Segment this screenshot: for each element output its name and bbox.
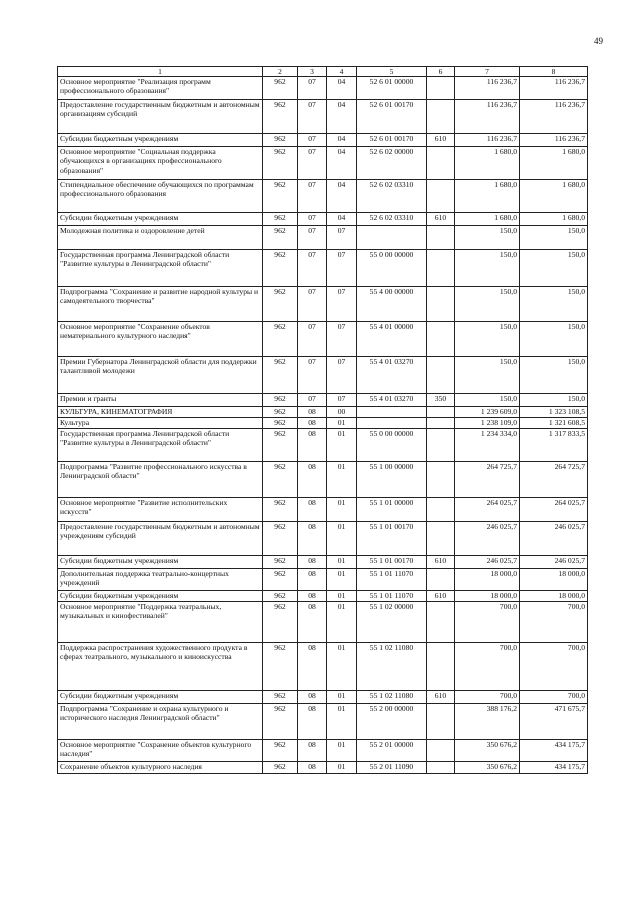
cell-kind xyxy=(427,180,455,213)
cell-sum-1: 1 234 334,0 xyxy=(455,429,520,462)
cell-name: Дополнительная поддержка театрально-концертных учреждений xyxy=(58,569,263,591)
cell-sum-1: 388 176,2 xyxy=(455,704,520,740)
cell-sum-2: 150,0 xyxy=(520,226,588,250)
cell-admin: 962 xyxy=(263,322,298,357)
cell-sum-2: 1 323 108,5 xyxy=(520,407,588,418)
cell-target: 52 6 01 00170 xyxy=(357,134,427,147)
cell-target: 52 6 02 03310 xyxy=(357,180,427,213)
cell-subsection: 01 xyxy=(327,429,357,462)
cell-subsection: 04 xyxy=(327,77,357,100)
cell-sum-1: 700,0 xyxy=(455,691,520,704)
cell-admin: 962 xyxy=(263,394,298,407)
cell-target xyxy=(357,418,427,429)
cell-sum-2: 150,0 xyxy=(520,322,588,357)
cell-kind xyxy=(427,429,455,462)
table-row xyxy=(58,556,588,569)
cell-kind xyxy=(427,704,455,740)
cell-admin: 962 xyxy=(263,418,298,429)
cell-name: Субсидии бюджетным учреждениям xyxy=(58,134,263,147)
cell-target: 52 6 02 03310 xyxy=(357,213,427,226)
column-header: 5 xyxy=(357,67,427,77)
cell-subsection: 04 xyxy=(327,100,357,134)
table-row xyxy=(58,250,588,287)
page-number: 49 xyxy=(594,36,603,46)
cell-sum-1: 1 239 609,0 xyxy=(455,407,520,418)
cell-sum-2: 18 000,0 xyxy=(520,591,588,602)
table-row xyxy=(58,147,588,180)
cell-subsection: 01 xyxy=(327,418,357,429)
cell-admin: 962 xyxy=(263,250,298,287)
cell-admin: 962 xyxy=(263,407,298,418)
cell-sum-1: 150,0 xyxy=(455,250,520,287)
cell-sum-2: 1 680,0 xyxy=(520,180,588,213)
table-row xyxy=(58,213,588,226)
cell-section: 08 xyxy=(298,498,327,522)
cell-name: Основное мероприятие "Развитие исполнительских искусств" xyxy=(58,498,263,522)
cell-subsection: 04 xyxy=(327,180,357,213)
cell-section: 07 xyxy=(298,213,327,226)
cell-section: 08 xyxy=(298,556,327,569)
cell-section: 07 xyxy=(298,357,327,394)
cell-sum-1: 150,0 xyxy=(455,394,520,407)
cell-subsection: 01 xyxy=(327,462,357,498)
cell-kind xyxy=(427,226,455,250)
cell-subsection: 01 xyxy=(327,691,357,704)
cell-admin: 962 xyxy=(263,134,298,147)
cell-section: 08 xyxy=(298,704,327,740)
table-row xyxy=(58,498,588,522)
cell-subsection: 07 xyxy=(327,322,357,357)
cell-target: 55 2 01 00000 xyxy=(357,740,427,762)
cell-subsection: 01 xyxy=(327,498,357,522)
cell-subsection: 04 xyxy=(327,213,357,226)
cell-kind xyxy=(427,762,455,774)
cell-subsection: 01 xyxy=(327,740,357,762)
cell-subsection: 00 xyxy=(327,407,357,418)
cell-subsection: 07 xyxy=(327,250,357,287)
cell-section: 08 xyxy=(298,407,327,418)
cell-sum-1: 116 236,7 xyxy=(455,134,520,147)
cell-sum-1: 18 000,0 xyxy=(455,569,520,591)
cell-admin: 962 xyxy=(263,180,298,213)
cell-section: 08 xyxy=(298,462,327,498)
cell-kind: 350 xyxy=(427,394,455,407)
cell-admin: 962 xyxy=(263,462,298,498)
cell-target: 55 2 01 11090 xyxy=(357,762,427,774)
cell-admin: 962 xyxy=(263,226,298,250)
table-row xyxy=(58,407,588,418)
cell-name: Молодежная политика и оздоровление детей xyxy=(58,226,263,250)
cell-name: Предоставление государственным бюджетным и автономным организациям субсидий xyxy=(58,100,263,134)
cell-sum-2: 116 236,7 xyxy=(520,134,588,147)
cell-sum-1: 1 680,0 xyxy=(455,180,520,213)
cell-name: Сохранение объектов культурного наследия xyxy=(58,762,263,774)
cell-name: Предоставление государственным бюджетным и автономным учреждениям субсидий xyxy=(58,522,263,556)
cell-section: 07 xyxy=(298,147,327,180)
cell-kind xyxy=(427,100,455,134)
table-row xyxy=(58,287,588,322)
budget-table xyxy=(57,66,588,774)
cell-section: 07 xyxy=(298,134,327,147)
cell-section: 08 xyxy=(298,569,327,591)
cell-sum-1: 150,0 xyxy=(455,226,520,250)
cell-kind xyxy=(427,357,455,394)
cell-target xyxy=(357,226,427,250)
table-row xyxy=(58,762,588,774)
cell-sum-2: 150,0 xyxy=(520,394,588,407)
cell-sum-2: 700,0 xyxy=(520,602,588,643)
cell-admin: 962 xyxy=(263,213,298,226)
cell-admin: 962 xyxy=(263,740,298,762)
cell-target: 52 6 02 00000 xyxy=(357,147,427,180)
cell-section: 08 xyxy=(298,643,327,691)
cell-kind xyxy=(427,322,455,357)
cell-target: 55 1 01 00170 xyxy=(357,522,427,556)
cell-admin: 962 xyxy=(263,643,298,691)
cell-sum-2: 1 317 833,5 xyxy=(520,429,588,462)
cell-name: Премии и гранты xyxy=(58,394,263,407)
table-row xyxy=(58,180,588,213)
cell-admin: 962 xyxy=(263,429,298,462)
column-header: 2 xyxy=(263,67,298,77)
cell-admin: 962 xyxy=(263,77,298,100)
cell-target: 55 1 00 00000 xyxy=(357,462,427,498)
column-header: 1 xyxy=(58,67,263,77)
cell-sum-1: 350 676,2 xyxy=(455,740,520,762)
table-row xyxy=(58,704,588,740)
cell-kind xyxy=(427,462,455,498)
cell-sum-2: 434 175,7 xyxy=(520,762,588,774)
table-row xyxy=(58,77,588,100)
cell-name: Подпрограмма "Сохранение и охрана культурного и исторического наследия Ленинградской области" xyxy=(58,704,263,740)
cell-kind xyxy=(427,147,455,180)
cell-sum-1: 1 680,0 xyxy=(455,147,520,180)
table-row xyxy=(58,643,588,691)
cell-name: Подпрограмма "Развитие профессионального искусства в Ленинградской области" xyxy=(58,462,263,498)
cell-name: Основное мероприятие "Сохранение объектов нематериального культурного наследия" xyxy=(58,322,263,357)
cell-sum-2: 246 025,7 xyxy=(520,556,588,569)
cell-subsection: 01 xyxy=(327,569,357,591)
column-header: 3 xyxy=(298,67,327,77)
cell-sum-1: 700,0 xyxy=(455,643,520,691)
cell-subsection: 01 xyxy=(327,602,357,643)
cell-sum-1: 350 676,2 xyxy=(455,762,520,774)
cell-sum-2: 471 675,7 xyxy=(520,704,588,740)
table-row xyxy=(58,418,588,429)
cell-admin: 962 xyxy=(263,591,298,602)
cell-sum-2: 246 025,7 xyxy=(520,522,588,556)
table-row xyxy=(58,522,588,556)
cell-sum-2: 116 236,7 xyxy=(520,77,588,100)
cell-subsection: 01 xyxy=(327,591,357,602)
cell-target: 55 0 00 00000 xyxy=(357,250,427,287)
cell-target: 55 1 01 11070 xyxy=(357,591,427,602)
cell-target: 55 4 01 03270 xyxy=(357,394,427,407)
cell-subsection: 01 xyxy=(327,522,357,556)
cell-sum-2: 700,0 xyxy=(520,691,588,704)
cell-name: Субсидии бюджетным учреждениям xyxy=(58,556,263,569)
cell-section: 08 xyxy=(298,418,327,429)
cell-sum-2: 150,0 xyxy=(520,287,588,322)
cell-section: 07 xyxy=(298,100,327,134)
cell-sum-1: 246 025,7 xyxy=(455,556,520,569)
cell-admin: 962 xyxy=(263,147,298,180)
cell-kind: 610 xyxy=(427,691,455,704)
cell-sum-2: 150,0 xyxy=(520,250,588,287)
cell-section: 08 xyxy=(298,522,327,556)
cell-sum-1: 116 236,7 xyxy=(455,77,520,100)
cell-admin: 962 xyxy=(263,691,298,704)
cell-kind xyxy=(427,522,455,556)
cell-target: 55 1 01 00170 xyxy=(357,556,427,569)
cell-name: Государственная программа Ленинградской области "Развитие культуры в Ленинградской области" xyxy=(58,429,263,462)
table-row xyxy=(58,591,588,602)
cell-target: 55 1 02 00000 xyxy=(357,602,427,643)
cell-sum-2: 116 236,7 xyxy=(520,100,588,134)
cell-name: Субсидии бюджетным учреждениям xyxy=(58,691,263,704)
cell-name: Основное мероприятие "Поддержка театральных, музыкальных и кинофестивалей" xyxy=(58,602,263,643)
cell-name: Основное мероприятие "Социальная поддержка обучающихся в организациях профессионального образования" xyxy=(58,147,263,180)
cell-section: 07 xyxy=(298,287,327,322)
cell-sum-2: 1 680,0 xyxy=(520,213,588,226)
cell-section: 07 xyxy=(298,180,327,213)
column-header: 4 xyxy=(327,67,357,77)
cell-kind xyxy=(427,498,455,522)
cell-kind xyxy=(427,287,455,322)
cell-name: КУЛЬТУРА, КИНЕМАТОГРАФИЯ xyxy=(58,407,263,418)
cell-subsection: 01 xyxy=(327,762,357,774)
cell-admin: 962 xyxy=(263,100,298,134)
cell-sum-2: 18 000,0 xyxy=(520,569,588,591)
cell-target: 55 1 01 11070 xyxy=(357,569,427,591)
cell-name: Субсидии бюджетным учреждениям xyxy=(58,591,263,602)
cell-target xyxy=(357,407,427,418)
cell-sum-2: 1 321 608,5 xyxy=(520,418,588,429)
cell-target: 55 1 01 00000 xyxy=(357,498,427,522)
cell-admin: 962 xyxy=(263,704,298,740)
table-row xyxy=(58,322,588,357)
cell-kind xyxy=(427,643,455,691)
cell-section: 07 xyxy=(298,226,327,250)
cell-sum-2: 150,0 xyxy=(520,357,588,394)
cell-name: Государственная программа Ленинградской области "Развитие культуры в Ленинградской области" xyxy=(58,250,263,287)
table-row xyxy=(58,226,588,250)
cell-name: Стипендиальное обеспечение обучающихся по программам профессионального образования xyxy=(58,180,263,213)
table-row xyxy=(58,429,588,462)
cell-kind xyxy=(427,250,455,287)
table-header-row xyxy=(58,67,588,77)
table-row xyxy=(58,394,588,407)
cell-admin: 962 xyxy=(263,498,298,522)
table-row xyxy=(58,100,588,134)
cell-section: 07 xyxy=(298,77,327,100)
cell-admin: 962 xyxy=(263,357,298,394)
cell-section: 07 xyxy=(298,250,327,287)
cell-section: 08 xyxy=(298,602,327,643)
table-row xyxy=(58,134,588,147)
cell-sum-2: 1 680,0 xyxy=(520,147,588,180)
cell-name: Основное мероприятие "Сохранение объектов культурного наследия" xyxy=(58,740,263,762)
cell-target: 52 6 01 00170 xyxy=(357,100,427,134)
cell-section: 08 xyxy=(298,591,327,602)
cell-subsection: 01 xyxy=(327,643,357,691)
cell-target: 55 0 00 00000 xyxy=(357,429,427,462)
cell-kind: 610 xyxy=(427,556,455,569)
cell-admin: 962 xyxy=(263,569,298,591)
cell-sum-1: 150,0 xyxy=(455,287,520,322)
cell-target: 55 1 02 11080 xyxy=(357,643,427,691)
cell-subsection: 04 xyxy=(327,134,357,147)
table-row xyxy=(58,357,588,394)
table-body xyxy=(58,67,588,774)
cell-name: Премии Губернатора Ленинградской области для поддержки талантливой молодежи xyxy=(58,357,263,394)
cell-sum-1: 1 238 109,0 xyxy=(455,418,520,429)
cell-sum-1: 18 000,0 xyxy=(455,591,520,602)
column-header: 8 xyxy=(520,67,588,77)
cell-kind xyxy=(427,569,455,591)
column-header: 6 xyxy=(427,67,455,77)
cell-sum-2: 434 175,7 xyxy=(520,740,588,762)
cell-kind: 610 xyxy=(427,134,455,147)
cell-target: 55 2 00 00000 xyxy=(357,704,427,740)
cell-target: 55 4 00 00000 xyxy=(357,287,427,322)
cell-kind xyxy=(427,740,455,762)
cell-sum-1: 264 025,7 xyxy=(455,498,520,522)
cell-section: 08 xyxy=(298,740,327,762)
cell-sum-1: 246 025,7 xyxy=(455,522,520,556)
cell-subsection: 07 xyxy=(327,394,357,407)
cell-sum-2: 264 725,7 xyxy=(520,462,588,498)
cell-kind xyxy=(427,418,455,429)
cell-admin: 962 xyxy=(263,522,298,556)
cell-sum-1: 116 236,7 xyxy=(455,100,520,134)
cell-subsection: 07 xyxy=(327,226,357,250)
cell-section: 08 xyxy=(298,429,327,462)
table-row xyxy=(58,569,588,591)
cell-kind: 610 xyxy=(427,591,455,602)
cell-kind xyxy=(427,602,455,643)
cell-section: 08 xyxy=(298,691,327,704)
cell-name: Субсидии бюджетным учреждениям xyxy=(58,213,263,226)
cell-sum-1: 1 680,0 xyxy=(455,213,520,226)
cell-name: Культура xyxy=(58,418,263,429)
cell-target: 52 6 01 00000 xyxy=(357,77,427,100)
cell-admin: 962 xyxy=(263,762,298,774)
cell-target: 55 1 02 11080 xyxy=(357,691,427,704)
cell-admin: 962 xyxy=(263,602,298,643)
table-row xyxy=(58,602,588,643)
cell-kind xyxy=(427,77,455,100)
cell-target: 55 4 01 03270 xyxy=(357,357,427,394)
cell-name: Поддержка распространения художественного продукта в сферах театрального, музыкального и киноискусства xyxy=(58,643,263,691)
cell-name: Основное мероприятие "Реализация программ профессионального образования" xyxy=(58,77,263,100)
cell-admin: 962 xyxy=(263,287,298,322)
table-row xyxy=(58,740,588,762)
cell-section: 08 xyxy=(298,762,327,774)
cell-sum-1: 150,0 xyxy=(455,357,520,394)
cell-section: 07 xyxy=(298,322,327,357)
cell-subsection: 07 xyxy=(327,357,357,394)
cell-sum-1: 150,0 xyxy=(455,322,520,357)
cell-name: Подпрограмма "Сохранение и развитие народной культуры и самодеятельного творчества" xyxy=(58,287,263,322)
cell-target: 55 4 01 00000 xyxy=(357,322,427,357)
cell-sum-2: 700,0 xyxy=(520,643,588,691)
cell-kind xyxy=(427,407,455,418)
cell-kind: 610 xyxy=(427,213,455,226)
cell-sum-2: 264 025,7 xyxy=(520,498,588,522)
cell-subsection: 04 xyxy=(327,147,357,180)
cell-subsection: 01 xyxy=(327,556,357,569)
table-row xyxy=(58,462,588,498)
cell-sum-1: 264 725,7 xyxy=(455,462,520,498)
cell-section: 07 xyxy=(298,394,327,407)
table-row xyxy=(58,691,588,704)
cell-subsection: 07 xyxy=(327,287,357,322)
column-header: 7 xyxy=(455,67,520,77)
cell-subsection: 01 xyxy=(327,704,357,740)
cell-admin: 962 xyxy=(263,556,298,569)
cell-sum-1: 700,0 xyxy=(455,602,520,643)
